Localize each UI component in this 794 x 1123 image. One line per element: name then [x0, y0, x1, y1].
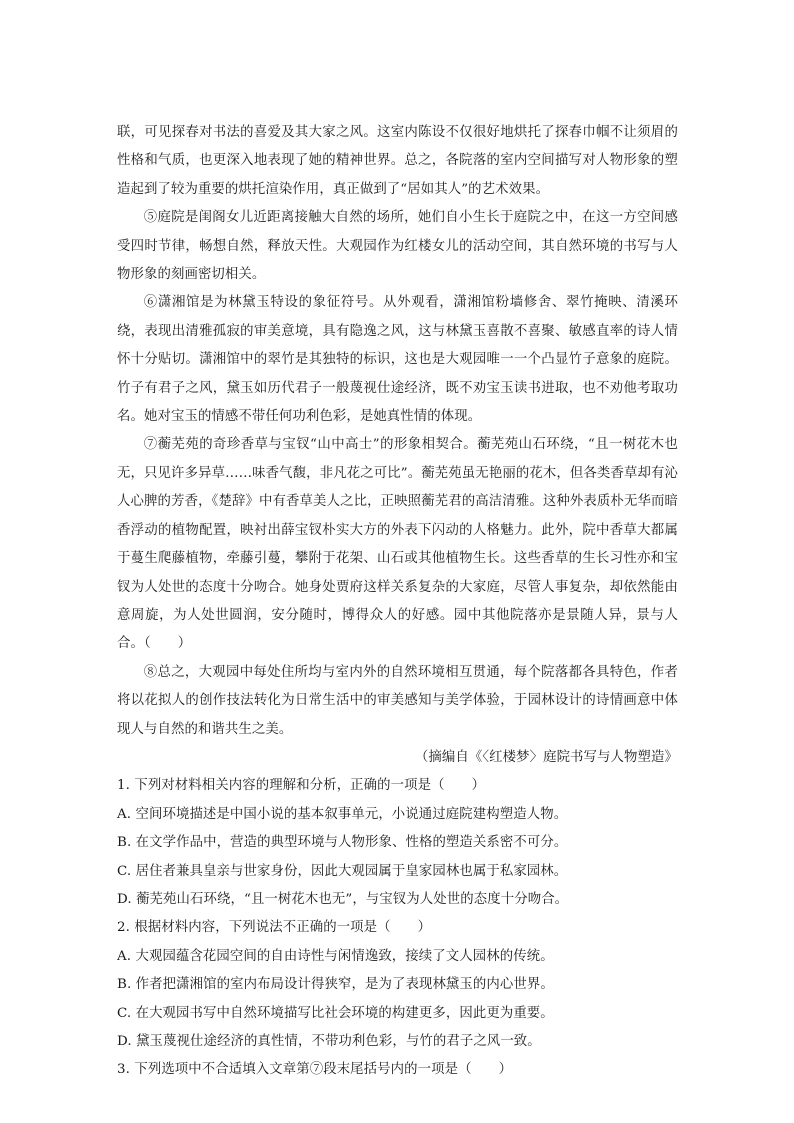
- question-1-option-d: D. 蘅芜苑山石环绕，“且一树花木也无”，与宝钗为人处世的态度十分吻合。: [117, 891, 569, 907]
- question-1-stem: 1. 下列对材料相关内容的理解和分析，正确的一项是（ ）: [117, 778, 486, 794]
- paragraph-6: ⑥潇湘馆是为林黛玉特设的象征符号。从外观看，潇湘馆粉墙修舍、翠竹掩映、清溪环绕，表现出清雅孤寂的审美意境，具有隐逸之风，这与林黛玉喜散不喜聚、敏感直率的诗人情怀十分贴切。潇湘馆中的翠竹是其独特的标识，这也是大观园唯一一个凸显竹子意象的庭院。竹子有君子之风，黛玉如历代君子一般蔑视仕途经济，既不劝宝玉读书进取，也不劝他考取功名。她对宝玉的情感不带任何功利色彩，是她真性情的体现。: [117, 295, 678, 425]
- question-1-option-a: A. 空间环境描述是中国小说的基本叙事单元，小说通过庭院建构塑造人物。: [117, 806, 568, 822]
- question-1-option-b: B. 在文学作品中，营造的典型环境与人物形象、性格的塑造关系密不可分。: [117, 835, 568, 851]
- question-2-option-d: D. 黛玉蔑视仕途经济的真性情，不带功利色彩，与竹的君子之风一致。: [117, 1034, 541, 1049]
- paragraph-7: ⑦蘅芜苑的奇珍香草与宝钗“山中高士”的形象相契合。蘅芜苑山石环绕，“且一树花木也无，只见许多异草……味香气馥，非凡花之可比”。蘅芜苑虽无艳丽的花木，但各类香草却有沁人心脾的芳香，《楚辞》中有香草美人之比，正映照蘅芜君的高洁清雅。这种外表质朴无华而暗香浮动的植物配置，映衬出薛宝钗朴实大方的外表下闪动的人格魅力。此外，院中香草大都属于蔓生爬藤植物，牵藤引蔓，攀附于花架、山石或其他植物生长。这些香草的生长习性亦和宝钗为人处世的态度十分吻合。她身处贾府这样关系复杂的大家庭，尽管人事复杂，却依然能由意周旋，为人处世圆润，安分随时，博得众人的好感。园中其他院落亦是景随人异，景与人合。（ ）: [117, 437, 678, 652]
- paragraph-8: ⑧总之，大观园中每处住所均与室内外的自然环境相互贯通，每个院落都各具特色，作者将以花拟人的创作技法转化为日常生活中的审美感知与美学体验，于园林设计的诗情画意中体现人与自然的和谐共生之美。: [117, 664, 678, 737]
- document-content: [117, 119, 678, 1085]
- question-3-stem: 3. 下列选项中不合适填入文章第⑦段末尾括号内的一项是（ ）: [117, 1062, 513, 1078]
- paragraph-continuation: 联，可见探春对书法的喜爱及其大家之风。这室内陈设不仅很好地烘托了探春巾帼不让须眉的性格和气质，也更深入地表现了她的精神世界。总之，各院落的室内空间描写对人物形象的塑造起到了较为重要的烘托渲染作用，真正做到了“居如其人”的艺术效果。: [117, 125, 678, 197]
- paragraph-5: ⑤庭院是闺阁女儿近距离接触大自然的场所，她们自小生长于庭院之中，在这一方空间感受四时节律，畅想自然，释放天性。大观园作为红楼女儿的活动空间，其自然环境的书写与人物形象的刻画密切相关。: [117, 210, 678, 283]
- question-2-option-c: C. 在大观园书写中自然环境描写比社会环境的构建更多，因此更为重要。: [117, 1005, 554, 1021]
- source-citation: （摘编自《〈红楼梦〉庭院书写与人物塑造》: [414, 749, 678, 765]
- question-2-option-a: A. 大观园蕴含花园空间的自由诗性与闲情逸致，接续了文人园林的传统。: [117, 948, 554, 964]
- question-2-option-b: B. 作者把潇湘馆的室内布局设计得狭窄，是为了表现林黛玉的内心世界。: [117, 977, 554, 993]
- question-2-stem: 2. 根据材料内容，下列说法不正确的一项是（ ）: [117, 920, 432, 936]
- question-1-option-c: C. 居住者兼具皇亲与世家身份，因此大观园属于皇家园林也属于私家园林。: [117, 863, 568, 879]
